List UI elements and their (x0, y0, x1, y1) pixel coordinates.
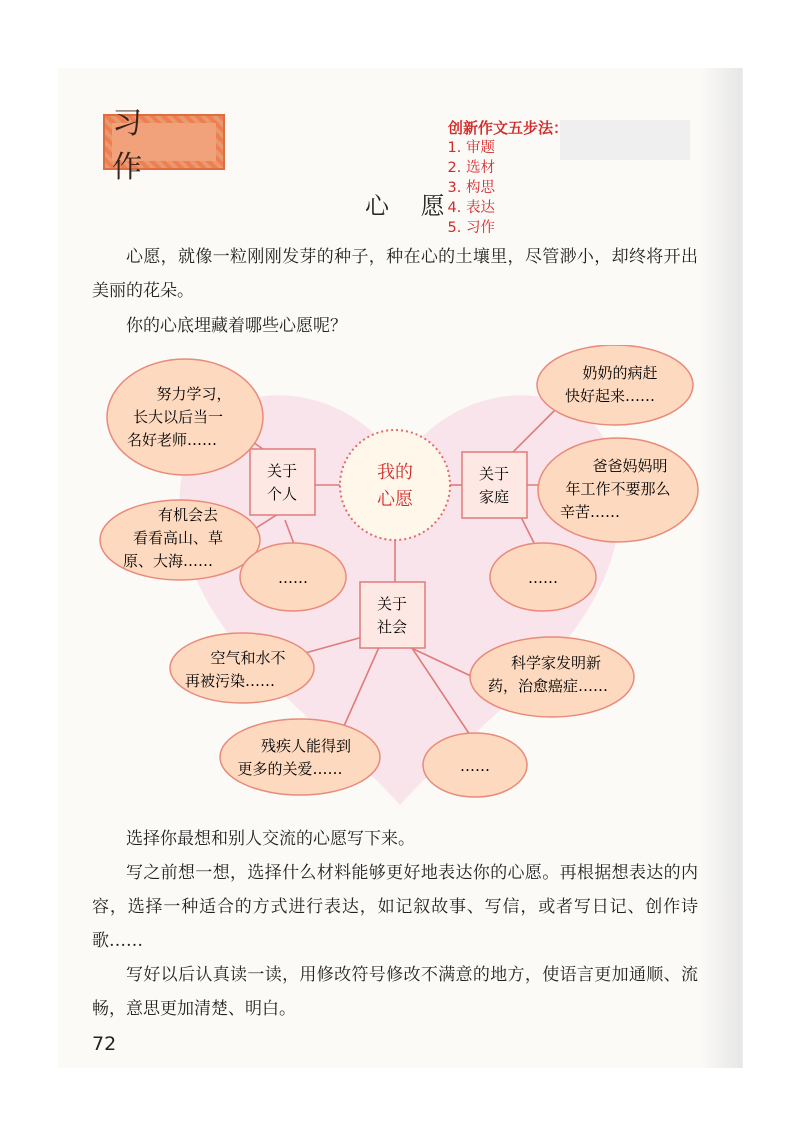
category-label: 关于 (266, 462, 298, 480)
section-heading-box (103, 106, 225, 185)
wish-bubble (107, 359, 263, 475)
wish-text: 有机会去 (157, 506, 219, 524)
wish-bubble (470, 637, 634, 717)
five-steps-panel (448, 118, 568, 238)
center-label: 我的 (377, 462, 413, 483)
wish-text: 年工作不要那么 (565, 480, 671, 498)
wish-bubble (423, 733, 527, 797)
paragraph-instruction-1: 选择你最想和别人交流的心愿写下来。 (126, 829, 415, 849)
essay-title: 心 愿 (365, 192, 457, 220)
steps-list (448, 138, 568, 238)
wish-text: …… (528, 569, 558, 587)
wish-text: 更多的关爱…… (237, 760, 343, 778)
category-label: 关于 (478, 465, 510, 483)
wish-text: 名好老师…… (126, 431, 218, 449)
category-label: 社会 (376, 618, 408, 636)
wish-text: 努力学习， (156, 385, 232, 403)
wish-text: 科学家发明新 (510, 654, 602, 672)
wish-bubble (490, 543, 596, 611)
paragraph-instruction-3: 写好以后认真读一读，用修改符号修改不满意的地方，使语言更加通顺、流畅，意思更加清楚、明白。 (92, 965, 698, 1019)
paragraph-instruction-2: 写之前想一想，选择什么材料能够更好地表达你的心愿。再根据想表达的内容，选择一种适合的方式进行表达，如记叙故事、写信，或者写日记、创作诗歌…… (92, 863, 698, 951)
wish-text: …… (460, 757, 490, 775)
wish-bubble (537, 345, 693, 425)
paragraph-intro: 心愿，就像一粒刚刚发芽的种子，种在心的土壤里，尽管渺小，却终将开出美丽的花朵。 (92, 247, 698, 301)
step-item: 4. 表达 (466, 198, 568, 218)
wish-text: 看看高山、草 (132, 529, 224, 547)
step-item: 2. 选材 (466, 158, 568, 178)
wish-text: 原、大海…… (122, 552, 214, 570)
paragraph-question: 你的心底埋藏着哪些心愿呢？ (126, 316, 347, 336)
margin-note-box (560, 120, 690, 160)
wish-mindmap (90, 345, 710, 815)
wish-bubble (220, 719, 380, 795)
wish-text: 空气和水不 (210, 649, 286, 667)
step-item: 3. 构思 (466, 178, 568, 198)
wish-text: 再被污染…… (184, 672, 276, 690)
category-label: 家庭 (478, 488, 510, 506)
wish-text: 辛苦…… (559, 503, 621, 521)
category-family (462, 452, 527, 518)
wish-text: …… (278, 569, 308, 587)
page-number: 72 (92, 1033, 117, 1055)
steps-title: 创新作文五步法： (448, 119, 569, 137)
category-label: 个人 (266, 485, 298, 503)
category-label: 关于 (376, 595, 408, 613)
center-node (340, 430, 450, 540)
wish-text: 快好起来…… (564, 387, 656, 405)
step-item: 5. 习作 (466, 218, 568, 238)
wish-text: 药，治愈癌症…… (487, 677, 609, 695)
wish-bubble (170, 633, 314, 703)
wish-text: 残疾人能得到 (260, 737, 352, 755)
section-heading: 习 作 (112, 123, 216, 161)
step-item: 1. 审题 (466, 138, 568, 158)
wish-bubble (240, 543, 346, 611)
wish-text: 奶奶的病赶 (582, 364, 658, 382)
wish-bubble (100, 500, 260, 580)
wish-bubble (538, 438, 698, 542)
center-label: 心愿 (377, 489, 413, 510)
category-personal (250, 449, 315, 515)
category-society (360, 582, 425, 648)
wish-text: 长大以后当一 (132, 408, 224, 426)
wish-text: 爸爸妈妈明 (592, 457, 668, 475)
